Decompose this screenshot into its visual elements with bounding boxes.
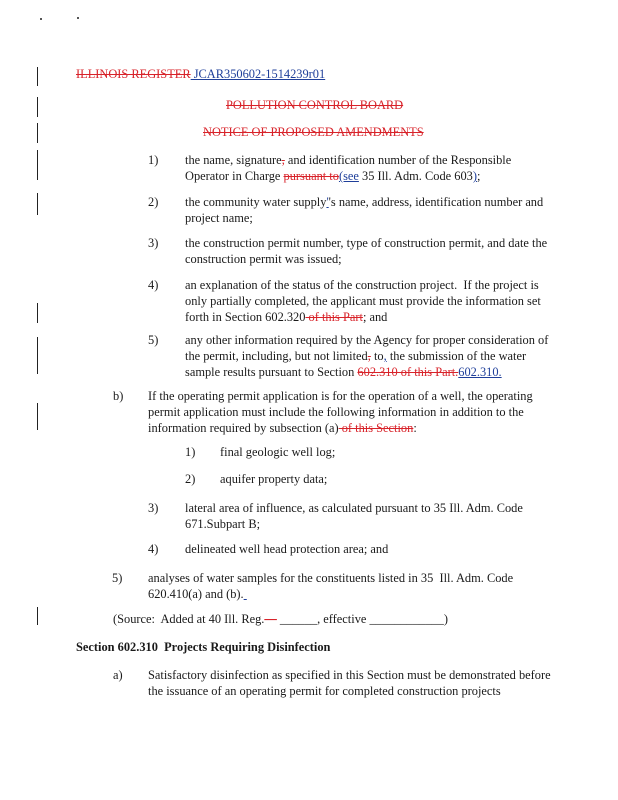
a4-l1 <box>185 277 539 293</box>
a2-l1 <box>185 194 543 210</box>
header-register <box>76 66 325 82</box>
s-a-l2 <box>148 683 501 699</box>
section-heading <box>76 639 330 655</box>
text-run: 5) <box>112 571 123 585</box>
text-run: any other information required by the Agency for proper consideration of <box>185 333 549 347</box>
text-run: information required by subsection (a) <box>148 421 339 435</box>
text-run: 3) <box>148 236 159 250</box>
text-run: a) <box>113 668 123 682</box>
text-run: to <box>370 349 384 363</box>
a1-l2 <box>185 168 480 184</box>
text-run: Operator in Charge <box>185 169 284 183</box>
text-run: 4) <box>148 542 159 556</box>
text-run: ______, effective ____________) <box>276 612 448 626</box>
a1-l1 <box>185 152 511 168</box>
text-run: the community water supply <box>185 195 327 209</box>
text-run: aquifer property data; <box>220 472 328 486</box>
text-run: the name, signature <box>185 153 282 167</box>
scan-mark <box>77 17 79 19</box>
deleted-text: of this Part <box>305 310 363 324</box>
deleted-text: pursuant to <box>283 169 339 183</box>
deleted-text: of this Section <box>338 421 414 435</box>
b1-l1 <box>220 444 335 460</box>
text-run: (Source: Added at 40 Ill. Reg. <box>113 612 265 626</box>
a4-num <box>148 277 158 293</box>
text-run: final geologic well log; <box>220 445 336 459</box>
text-run: ; and <box>362 310 388 324</box>
scan-mark <box>40 18 42 20</box>
inserted-text <box>244 587 247 601</box>
deleted-text: 602.310 of this Part. <box>357 365 459 379</box>
inserted-text: 602.310. <box>458 365 502 379</box>
a5-l2 <box>185 348 526 364</box>
change-bar <box>37 607 38 625</box>
text-run: 2) <box>185 472 196 486</box>
inserted-text: ' <box>326 195 329 209</box>
text-run: : <box>413 421 417 435</box>
deleted-text: ILLINOIS REGISTER <box>76 67 191 81</box>
b5-l2 <box>148 586 247 602</box>
a1-num <box>148 152 158 168</box>
notice-title <box>203 124 424 140</box>
text-run: 's name, address, identification number and <box>328 195 544 209</box>
text-run: ; <box>476 169 481 183</box>
text-run: forth in Section 602.320 <box>185 310 306 324</box>
inserted-text: ) <box>472 169 477 183</box>
deleted-text: NOTICE OF PROPOSED AMENDMENTS <box>203 125 424 139</box>
deleted-text: — <box>264 612 277 626</box>
text-run: only partially completed, the applicant must provide the information set <box>185 294 541 308</box>
text-run: sample results pursuant to Section <box>185 365 358 379</box>
b-l1 <box>148 388 533 404</box>
a3-l2 <box>185 251 342 267</box>
text-run: lateral area of influence, as calculated pursuant to 35 Ill. Adm. Code <box>185 501 523 515</box>
b3-l1 <box>185 500 523 516</box>
change-bar <box>37 403 38 430</box>
text-run: the submission of the water <box>386 349 527 363</box>
text-run: 4) <box>148 278 159 292</box>
source-note <box>113 611 448 627</box>
change-bar <box>37 337 38 374</box>
b1-num <box>185 444 195 460</box>
b5-num <box>112 570 122 586</box>
b-l2 <box>148 404 524 420</box>
board-title <box>226 97 403 113</box>
deleted-text: , <box>281 153 285 167</box>
b2-num <box>185 471 195 487</box>
b4-num <box>148 541 158 557</box>
b2-l1 <box>220 471 327 487</box>
a2-num <box>148 194 158 210</box>
change-bar <box>37 303 38 323</box>
b3-num <box>148 500 158 516</box>
text-run: b) <box>113 389 124 403</box>
text-run: the permit, including, but not limited <box>185 349 368 363</box>
deleted-text: , <box>367 349 371 363</box>
text-run: If the operating permit application is for the operation of a well, the operating <box>148 389 533 403</box>
a3-num <box>148 235 158 251</box>
inserted-text: JCAR350602-1514239r01 <box>190 67 326 81</box>
text-run: 1) <box>185 445 196 459</box>
a5-l1 <box>185 332 548 348</box>
text-run: 5) <box>148 333 159 347</box>
text-run: project name; <box>185 211 253 225</box>
change-bar <box>37 150 38 180</box>
text-run: construction permit was issued; <box>185 252 342 266</box>
text-run: 620.410(a) and (b). <box>148 587 244 601</box>
text-run: an explanation of the status of the construction project. If the project is <box>185 278 539 292</box>
text-run: analyses of water samples for the constituents listed in 35 Ill. Adm. Code <box>148 571 514 585</box>
a3-l1 <box>185 235 547 251</box>
a4-l2 <box>185 293 541 309</box>
text-run: Satisfactory disinfection as specified in this Section must be demonstrated before <box>148 668 551 682</box>
text-run: 35 Ill. Adm. Code 603 <box>358 169 473 183</box>
b-num <box>113 388 123 404</box>
text-run: delineated well head protection area; and <box>185 542 389 556</box>
s-a-num <box>113 667 123 683</box>
text-run: 2) <box>148 195 159 209</box>
a2-l2 <box>185 210 253 226</box>
a4-l3 <box>185 309 387 325</box>
text-run: 671.Subpart B; <box>185 517 261 531</box>
change-bar <box>37 67 38 86</box>
change-bar <box>37 97 38 117</box>
text-run: 3) <box>148 501 159 515</box>
a5-l3 <box>185 364 502 380</box>
change-bar <box>37 193 38 215</box>
text-run: the construction permit number, type of construction permit, and date the <box>185 236 548 250</box>
b4-l1 <box>185 541 388 557</box>
text-run: 1) <box>148 153 159 167</box>
text-run: and identification number of the Responsible <box>284 153 512 167</box>
s-a-l1 <box>148 667 551 683</box>
b3-l2 <box>185 516 260 532</box>
text-run: the issuance of an operating permit for completed construction projects <box>148 684 501 698</box>
inserted-text: , <box>383 349 387 363</box>
text-run: Section 602.310 Projects Requiring Disinfection <box>76 640 331 654</box>
b5-l1 <box>148 570 513 586</box>
a5-num <box>148 332 158 348</box>
b-l3 <box>148 420 417 436</box>
deleted-text: POLLUTION CONTROL BOARD <box>226 98 404 112</box>
text-run: permit application must include the following information in addition to the <box>148 405 524 419</box>
inserted-text: (see <box>338 169 359 183</box>
change-bar <box>37 123 38 143</box>
